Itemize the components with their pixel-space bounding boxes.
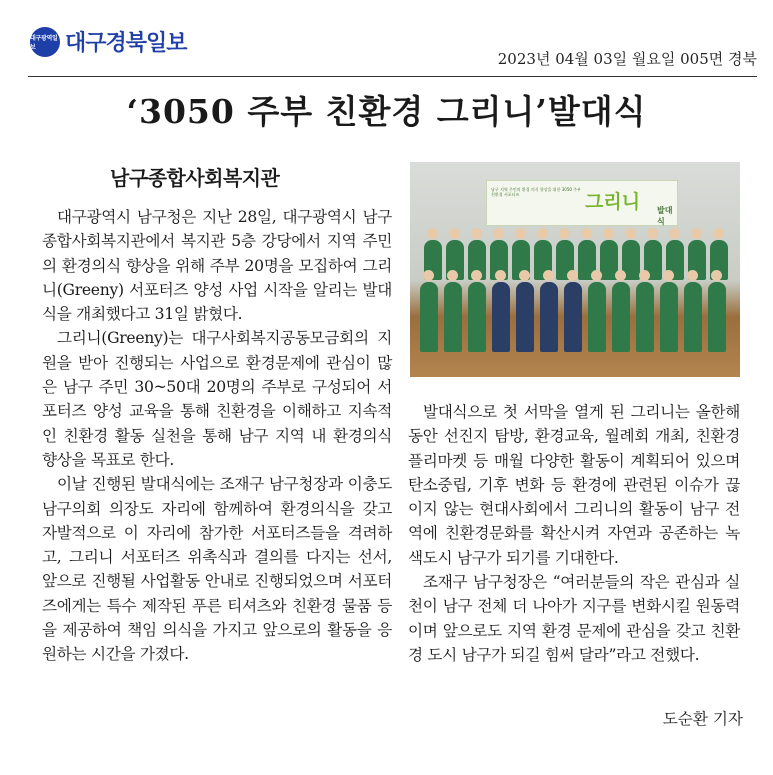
photo-group-of-people (418, 224, 732, 364)
photo-person-front-row-head (495, 270, 506, 281)
photo-person-front-row-head (543, 270, 554, 281)
photo-person-front-row (684, 282, 702, 352)
photo-banner-subtitle: 발대식 (657, 206, 673, 226)
photo-person-back-row-head (515, 228, 526, 239)
photo-person-front-row-head (639, 270, 650, 281)
article-subheading: 남구종합사회복지관 (110, 166, 280, 190)
photo-person-back-row-head (625, 228, 636, 239)
photo-person-back-row-head (691, 228, 702, 239)
article-paragraph: 발대식으로 첫 서막을 열게 된 그리니는 올한해동안 선진지 탐방, 환경교육, 월례회 개최, 친환경 플리마켓 등 매월 다양한 활동이 계획되어 있으며 탄소중립, 기후 변화 등 환경에 관련된 이슈가 끊이지 않는 현대사회에서 그리니의 활동이 남구 전역에 친환경문화를 확산시켜 자연과 공존하는 녹색도시 남구가 되기를 기대한다. (408, 403, 740, 567)
photo-person-front-row (660, 282, 678, 352)
photo-person-front-row (468, 282, 486, 352)
photo-person-front-row (636, 282, 654, 352)
photo-banner-caption: 남구 지역 주민의 환경 의식 향상을 위한 3050 주부 친환경 서포터즈 (491, 187, 581, 197)
article-paragraph: 이날 진행된 발대식에는 조재구 남구청장과 이충도 남구의회 의장도 자리에 함께하여 환경의식을 갖고 자발적으로 이 자리에 참가한 서포터즈들을 격려하고, 그리니 서포터즈 위촉식과 결의를 다지는 선서, 앞으로 진행될 사업활동 안내로 진행되었으며 서포터즈에게는 특수 제작된 푸른 티셔츠와 친환경 물품 등을 제공하여 책임 의식을 가지고 앞으로의 활동을 응원하는 시간을 가졌다. (42, 475, 392, 664)
photo-person-front-row-head (711, 270, 722, 281)
article-left-column (42, 205, 392, 667)
photo-person-front-row-head (591, 270, 602, 281)
header-divider (28, 76, 757, 77)
photo-person-back-row-head (713, 228, 724, 239)
photo-person-back-row-head (427, 228, 438, 239)
newspaper-emblem-icon: 대구광역일보 (30, 27, 60, 57)
article-paragraph: 대구광역시 남구청은 지난 28일, 대구광역시 남구종합사회복지관에서 복지관 5층 강당에서 지역 주민의 환경의식 향상을 위해 주부 20명을 모집하여 그리니(Greeny) 서포터즈 양성 사업 시작을 알리는 발대식을 개최했다고 31일 밝혔다. (42, 208, 392, 324)
photo-banner-title: 그리니 (585, 191, 641, 213)
photo-person-back-row-head (559, 228, 570, 239)
photo-person-front-row-head (687, 270, 698, 281)
photo-person-front-row-head (519, 270, 530, 281)
photo-person-front-row (516, 282, 534, 352)
photo-person-front-row (492, 282, 510, 352)
article-right-column (408, 400, 740, 667)
photo-person-front-row (708, 282, 726, 352)
masthead-logo (30, 26, 187, 57)
photo-person-front-row-head (423, 270, 434, 281)
photo-person-back-row-head (471, 228, 482, 239)
article-byline: 도순환 기자 (662, 710, 743, 728)
photo-person-front-row (612, 282, 630, 352)
photo-person-front-row-head (663, 270, 674, 281)
photo-person-front-row (420, 282, 438, 352)
article-paragraph: 그리니(Greeny)는 대구사회복지공동모금회의 지원을 받아 진행되는 사업으로 환경문제에 관심이 많은 남구 주민 30~50대 20명의 주부로 구성되어 서포터즈 양성 교육을 통해 친환경을 이해하고 지속적인 친환경 활동 실천을 통해 남구 지역 내 환경의식 향상을 목표로 한다. (42, 329, 392, 469)
photo-person-back-row-head (603, 228, 614, 239)
newspaper-name: 대구경북일보 (65, 31, 187, 56)
photo-person-front-row-head (447, 270, 458, 281)
photo-person-back-row-head (537, 228, 548, 239)
photo-person-back-row-head (581, 228, 592, 239)
photo-person-back-row-head (669, 228, 680, 239)
photo-person-front-row (444, 282, 462, 352)
photo-banner (486, 180, 678, 226)
photo-person-front-row-head (567, 270, 578, 281)
article-headline: ‘3050 주부 친환경 그리니’발대식 (126, 92, 647, 131)
article-photo (410, 162, 740, 377)
photo-person-front-row (588, 282, 606, 352)
photo-person-back-row-head (493, 228, 504, 239)
dateline: 2023년 04월 03일 월요일 005면 경북 (497, 50, 757, 68)
photo-person-front-row-head (471, 270, 482, 281)
photo-person-front-row (540, 282, 558, 352)
photo-person-front-row (564, 282, 582, 352)
article-paragraph: 조재구 남구청장은 “여러분들의 작은 관심과 실천이 남구 전체 더 나아가 지구를 변화시킬 원동력이며 앞으로도 지역 환경 문제에 관심을 갖고 친환경 도시 남구가 되길 힘써 달라”라고 전했다. (408, 573, 740, 664)
photo-person-back-row-head (647, 228, 658, 239)
photo-person-front-row-head (615, 270, 626, 281)
photo-person-back-row-head (449, 228, 460, 239)
